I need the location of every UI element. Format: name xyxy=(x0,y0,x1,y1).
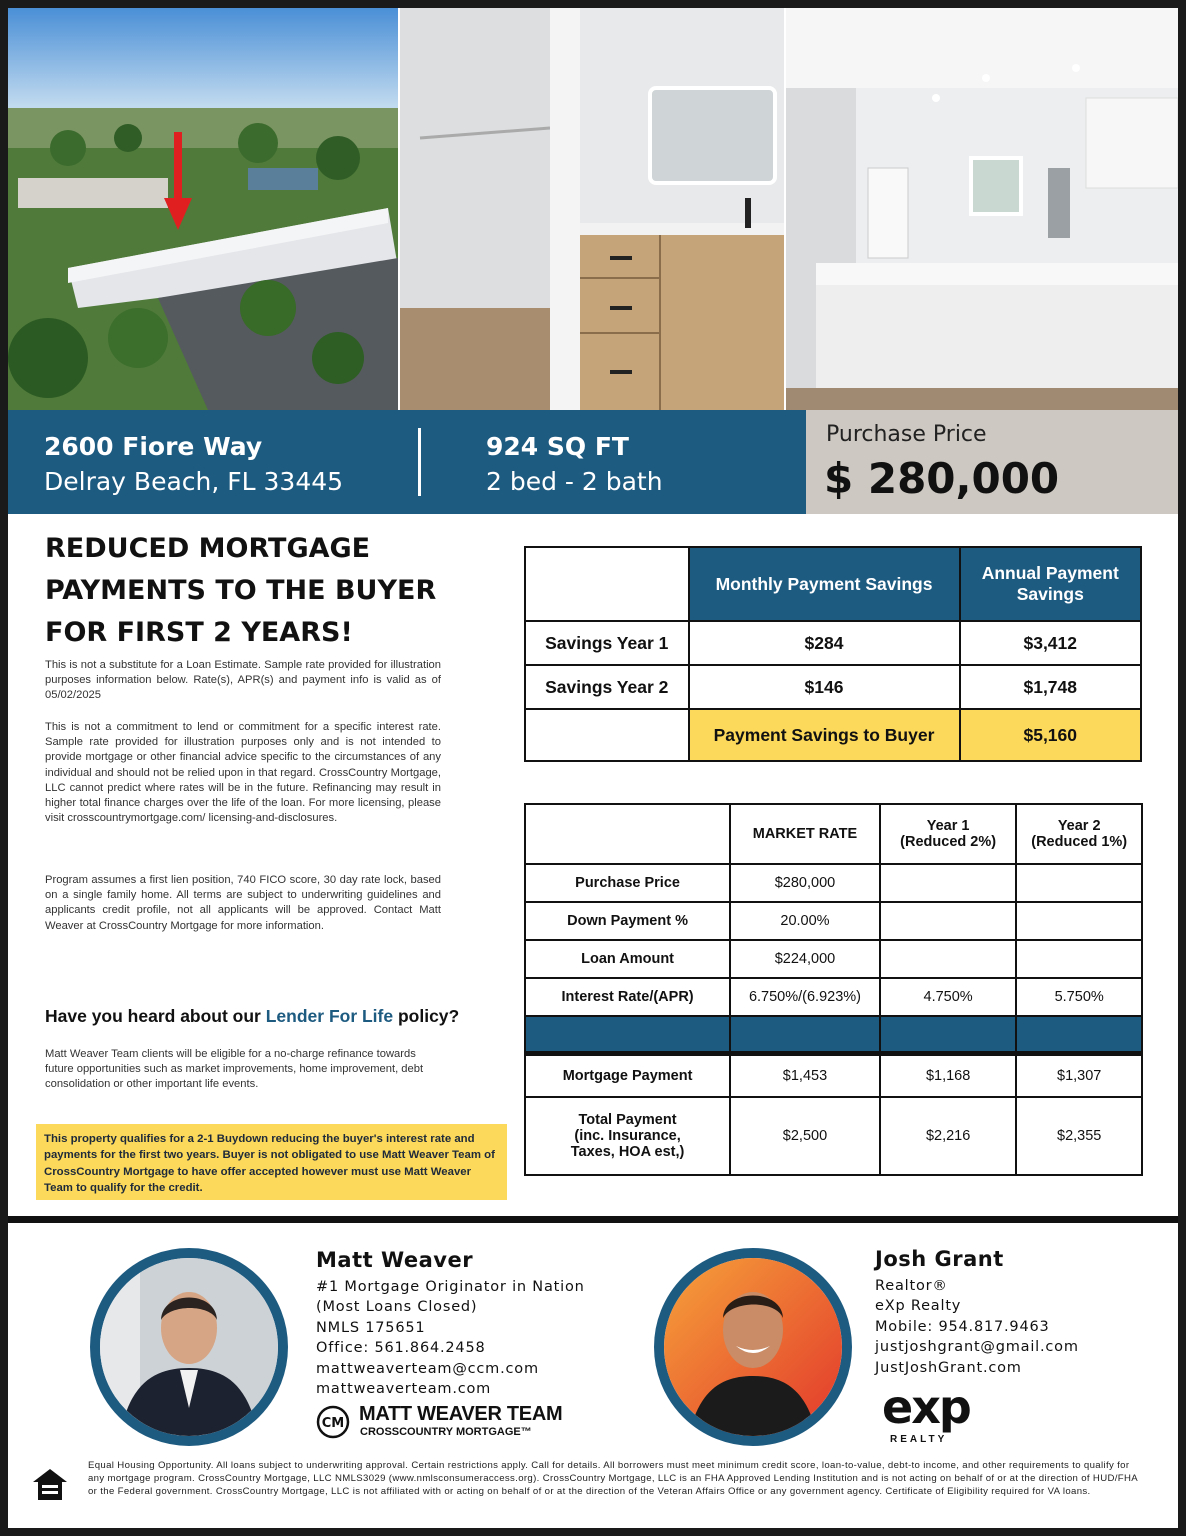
purchase-price-panel xyxy=(806,410,1178,514)
row-label: Loan Amount xyxy=(525,940,730,978)
exp-logo-text: exp xyxy=(882,1380,970,1434)
agent-title: Realtor® xyxy=(875,1278,948,1294)
market-value: $2,500 xyxy=(730,1097,880,1175)
row-label: Purchase Price xyxy=(525,864,730,902)
aerial-photo xyxy=(8,8,398,410)
row-label: Mortgage Payment xyxy=(525,1053,730,1097)
beds-baths: 2 bed - 2 bath xyxy=(486,467,663,496)
address xyxy=(44,432,343,496)
exp-logo-sub: REALTY xyxy=(890,1434,948,1445)
separator-row xyxy=(525,1016,1142,1053)
square-footage: 924 SQ FT xyxy=(486,432,629,461)
row-label: Savings Year 1 xyxy=(525,621,689,665)
row-label: Interest Rate/(APR) xyxy=(525,978,730,1016)
buydown-note: This property qualifies for a 2-1 Buydown reducing the buyer's interest rate and payments for the first two years. Buyer is not obligated to use Matt Weaver Team of CrossCountry Mortgage to have offer accepted however must use Matt Weaver Team to qualify for the credit. xyxy=(36,1124,507,1200)
year2-header xyxy=(1016,804,1142,864)
crosscountry-logo-icon xyxy=(316,1405,350,1439)
savings-table xyxy=(524,546,1142,762)
annual-value: $3,412 xyxy=(960,621,1141,665)
lfl-pre: Have you heard about our xyxy=(45,1006,266,1026)
photo-strip xyxy=(8,8,1178,410)
lender-for-life-text: Matt Weaver Team clients will be eligible for a no-charge refinance towards future opportunities such as market improvements, home improvement, debt consolidation or other important life events. xyxy=(45,1048,424,1091)
year1-value: $2,216 xyxy=(880,1097,1017,1175)
market-value: $280,000 xyxy=(730,864,880,902)
agent-email[interactable]: justjoshgrant@gmail.com xyxy=(875,1339,1079,1356)
property-info-bar xyxy=(8,410,1178,514)
total-row xyxy=(525,709,1141,761)
year2-value: 5.750% xyxy=(1016,978,1142,1016)
row-label: Savings Year 2 xyxy=(525,665,689,709)
lfl-post: policy? xyxy=(393,1006,460,1026)
separator-cell xyxy=(1016,1016,1142,1053)
rate-comparison-table xyxy=(524,803,1143,1176)
table-row xyxy=(525,940,1142,978)
agent-brokerage: eXp Realty xyxy=(875,1298,962,1315)
year1-header xyxy=(880,804,1017,864)
annual-value: $1,748 xyxy=(960,665,1141,709)
lender-for-life-heading xyxy=(45,1006,459,1027)
agent-name: Matt Weaver xyxy=(316,1248,474,1272)
table-row xyxy=(525,665,1141,709)
total-label: Payment Savings to Buyer xyxy=(689,709,960,761)
lfl-highlight: Lender For Life xyxy=(265,1006,394,1026)
section-divider xyxy=(8,1216,1178,1223)
year2-value: $2,355 xyxy=(1016,1097,1142,1175)
table-header-row xyxy=(525,804,1142,864)
row-label-line: Total Payment xyxy=(578,1112,677,1128)
agent-website[interactable]: mattweaverteam.com xyxy=(316,1381,492,1398)
row-label xyxy=(525,1097,730,1175)
logo-subtitle: CROSSCOUNTRY MORTGAGE™ xyxy=(360,1426,532,1438)
avatar xyxy=(90,1248,288,1446)
separator-cell xyxy=(525,1016,730,1053)
equal-housing-icon xyxy=(30,1466,70,1506)
total-value: $5,160 xyxy=(960,709,1141,761)
agent-nmls: NMLS 175651 xyxy=(316,1319,426,1336)
table-row xyxy=(525,902,1142,940)
agent-subtitle: (Most Loans Closed) xyxy=(316,1299,478,1316)
matt-weaver-team-logo xyxy=(316,1401,586,1445)
blank-header-cell xyxy=(525,804,730,864)
separator-cell xyxy=(730,1016,880,1053)
property-size xyxy=(486,432,663,496)
agent-josh-grant xyxy=(875,1247,1079,1378)
headline xyxy=(45,528,505,654)
year1-value xyxy=(880,864,1017,902)
avatar xyxy=(654,1248,852,1446)
year1-value: $1,168 xyxy=(880,1053,1017,1097)
market-value: 20.00% xyxy=(730,902,880,940)
year1-title: Year 1 xyxy=(926,818,970,834)
year2-title: Year 2 xyxy=(1057,818,1101,834)
address-panel xyxy=(8,410,806,514)
market-value: 6.750%/(6.923%) xyxy=(730,978,880,1016)
blank-header-cell xyxy=(525,547,689,621)
row-label-line: Taxes, HOA est,) xyxy=(570,1144,685,1160)
agent-matt-weaver xyxy=(316,1248,585,1399)
flyer-page xyxy=(8,8,1178,1528)
year2-value xyxy=(1016,864,1142,902)
headline-line: REDUCED MORTGAGE xyxy=(45,533,371,564)
year1-value: 4.750% xyxy=(880,978,1017,1016)
year2-value xyxy=(1016,940,1142,978)
exp-realty-logo xyxy=(882,1380,992,1450)
blank-cell xyxy=(525,709,689,761)
agent-email[interactable]: mattweaverteam@ccm.com xyxy=(316,1360,539,1377)
mortgage-payment-row xyxy=(525,1053,1142,1097)
total-payment-row xyxy=(525,1097,1142,1175)
row-label-line: (inc. Insurance, xyxy=(574,1128,681,1144)
monthly-savings-header: Monthly Payment Savings xyxy=(689,547,960,621)
table-row xyxy=(525,864,1142,902)
agent-name: Josh Grant xyxy=(875,1247,1004,1271)
monthly-value: $284 xyxy=(689,621,960,665)
table-header-row xyxy=(525,547,1141,621)
year1-sub: (Reduced 2%) xyxy=(900,834,997,850)
row-label: Down Payment % xyxy=(525,902,730,940)
market-value: $1,453 xyxy=(730,1053,880,1097)
agent-phone[interactable]: Office: 561.864.2458 xyxy=(316,1340,486,1357)
legal-disclaimer: Equal Housing Opportunity. All loans subject to underwriting approval. Certain restrictions apply. Call for details. All borrowers must meet minimum credit score, loan-to-value, debt-to income, and other requirements to qualify for any mortgage program. CrossCountry Mortgage, LLC NMLS3029 (www.nmlsconsumeraccess.org). CrossCountry Mortgage, LLC is an FHA Approved Lending Institution and is not acting on behalf of or at the direction of HUD/FHA or the Federal government. CrossCountry Mortgage, LLC is not affiliated with or acting on behalf of or at the direction of the Veteran Affairs Office or any government agency. Certificate of Eligibility required for VA loans. xyxy=(88,1460,1138,1497)
table-row xyxy=(525,978,1142,1016)
separator-cell xyxy=(880,1016,1017,1053)
year2-value: $1,307 xyxy=(1016,1053,1142,1097)
agent-website[interactable]: JustJoshGrant.com xyxy=(875,1359,1022,1376)
price-value: $ 280,000 xyxy=(824,454,1060,503)
year2-value xyxy=(1016,902,1142,940)
headline-line: PAYMENTS TO THE BUYER xyxy=(45,575,437,606)
table-row xyxy=(525,621,1141,665)
disclaimer-commitment: This is not a commitment to lend or commitment for a specific interest rate. Sample rate provided for illustration purposes only and is not intended to provide mortgage or other financial advice specific to the circumstances of any individual and should not be relied upon in that regard. CrossCountry Mortgage, LLC cannot predict where rates will be in the future. Refinancing may result in higher total finance charges over the life of the loan. For more licensing, please visit crosscountrymortgage.com/ licensing-and-disclosures. xyxy=(45,721,441,825)
bathroom-photo xyxy=(400,8,784,410)
agent-phone[interactable]: Mobile: 954.817.9463 xyxy=(875,1318,1050,1335)
year2-sub: (Reduced 1%) xyxy=(1031,834,1128,850)
logo-title: MATT WEAVER TEAM xyxy=(359,1403,563,1425)
agent-title: #1 Mortgage Originator in Nation xyxy=(316,1279,585,1295)
year1-value xyxy=(880,940,1017,978)
monthly-value: $146 xyxy=(689,665,960,709)
logo-mark-text: CM xyxy=(321,1416,345,1431)
disclaimer-program: Program assumes a first lien position, 740 FICO score, 30 day rate lock, based on a single family home. All terms are subject to underwriting guidelines and applicants credit profile, not all applicants will be approved. Contact Matt Weaver at CrossCountry Mortgage for more information. xyxy=(45,874,441,932)
market-rate-header: MARKET RATE xyxy=(730,804,880,864)
headline-line: FOR FIRST 2 YEARS! xyxy=(45,617,353,648)
market-value: $224,000 xyxy=(730,940,880,978)
kitchen-photo xyxy=(786,8,1178,410)
divider xyxy=(418,428,421,496)
street-address: 2600 Fiore Way xyxy=(44,432,263,461)
price-label: Purchase Price xyxy=(826,422,987,447)
city-state-zip: Delray Beach, FL 33445 xyxy=(44,467,344,496)
disclaimer-loan-estimate: This is not a substitute for a Loan Estimate. Sample rate provided for illustration purposes information below. Rate(s), APR(s) and payment info is valid as of 05/02/2025 xyxy=(45,659,441,702)
annual-savings-header: Annual Payment Savings xyxy=(960,547,1141,621)
year1-value xyxy=(880,902,1017,940)
